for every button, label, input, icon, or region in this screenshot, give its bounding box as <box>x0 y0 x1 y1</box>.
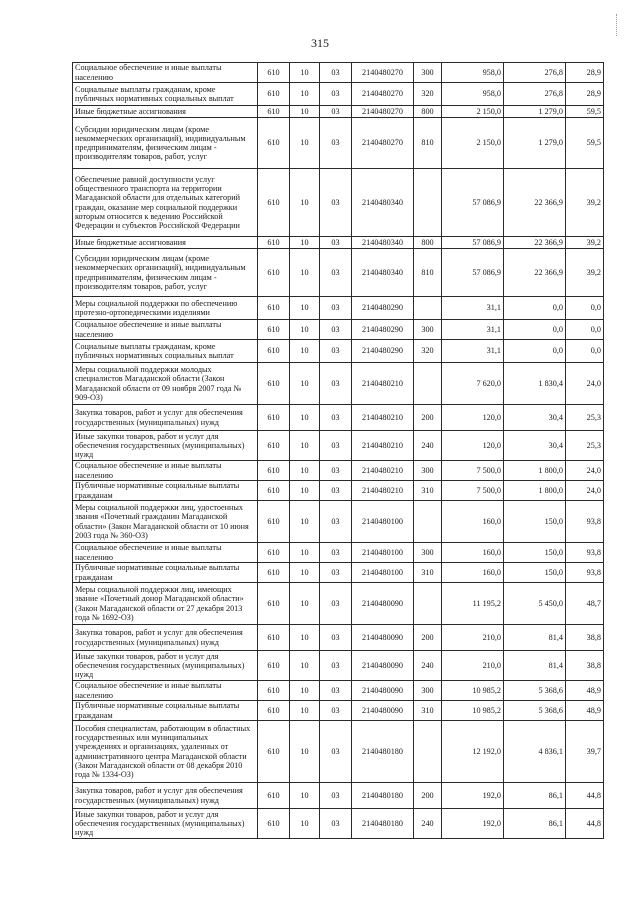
table-row <box>73 83 604 106</box>
subsection-code-cell: 03 <box>320 583 352 625</box>
subsection-code-cell: 03 <box>320 481 352 501</box>
department-code-cell: 610 <box>258 363 290 405</box>
expense-name-cell: Меры социальной поддержки лиц, удостоенных звания «Почетный гражданин Магаданской области» (Закон Магаданской области от 10 июня 2003 года № 360-ОЗ) <box>73 501 258 543</box>
section-code-cell: 10 <box>290 63 320 83</box>
target-article-code-cell: 2140480270 <box>352 63 414 83</box>
target-article-code-cell: 2140480090 <box>352 701 414 721</box>
expense-type-code-cell: 300 <box>414 63 442 83</box>
expense-type-code-cell: 310 <box>414 563 442 583</box>
executed-amount-cell: 276,8 <box>504 83 566 106</box>
department-code-cell: 610 <box>258 118 290 169</box>
table-row <box>73 501 604 543</box>
expense-name-cell: Иные бюджетные ассигнования <box>73 237 258 249</box>
expense-name-cell: Иные бюджетные ассигнования <box>73 106 258 118</box>
department-code-cell: 610 <box>258 681 290 701</box>
executed-amount-cell: 81,4 <box>504 625 566 651</box>
department-code-cell: 610 <box>258 701 290 721</box>
expense-type-code-cell: 300 <box>414 543 442 563</box>
expense-name-cell: Социальные выплаты гражданам, кроме публичных нормативных социальных выплат <box>73 340 258 363</box>
expense-type-code-cell: 320 <box>414 83 442 106</box>
planned-amount-cell: 31,1 <box>442 340 504 363</box>
execution-percent-cell: 39,2 <box>566 169 604 237</box>
target-article-code-cell: 2140480180 <box>352 783 414 809</box>
expense-type-code-cell: 810 <box>414 118 442 169</box>
section-code-cell: 10 <box>290 543 320 563</box>
section-code-cell: 10 <box>290 681 320 701</box>
planned-amount-cell: 120,0 <box>442 431 504 461</box>
execution-percent-cell: 44,8 <box>566 809 604 839</box>
target-article-code-cell: 2140480090 <box>352 651 414 681</box>
table-row <box>73 405 604 431</box>
executed-amount-cell: 1 279,0 <box>504 118 566 169</box>
execution-percent-cell: 93,8 <box>566 543 604 563</box>
subsection-code-cell: 03 <box>320 783 352 809</box>
expense-type-code-cell <box>414 721 442 783</box>
planned-amount-cell: 160,0 <box>442 501 504 543</box>
department-code-cell: 610 <box>258 340 290 363</box>
expense-name-cell: Субсидии юридическим лицам (кроме некоммерческих организаций), индивидуальным предпринимателям, физическим лицам - производителям товаров, работ, услуг <box>73 118 258 169</box>
expense-name-cell: Социальное обеспечение и иные выплаты населению <box>73 320 258 340</box>
expense-name-cell: Публичные нормативные социальные выплаты гражданам <box>73 563 258 583</box>
table-row <box>73 721 604 783</box>
table-row <box>73 363 604 405</box>
table-row <box>73 651 604 681</box>
expense-name-cell: Иные закупки товаров, работ и услуг для обеспечения государственных (муниципальных) нужд <box>73 431 258 461</box>
expense-name-cell: Закупка товаров, работ и услуг для обеспечения государственных (муниципальных) нужд <box>73 405 258 431</box>
scan-edge-mark <box>616 14 618 36</box>
planned-amount-cell: 120,0 <box>442 405 504 431</box>
table-row <box>73 237 604 249</box>
executed-amount-cell: 4 836,1 <box>504 721 566 783</box>
expense-type-code-cell: 240 <box>414 809 442 839</box>
target-article-code-cell: 2140480100 <box>352 543 414 563</box>
table-row <box>73 625 604 651</box>
table-row <box>73 481 604 501</box>
planned-amount-cell: 31,1 <box>442 320 504 340</box>
department-code-cell: 610 <box>258 461 290 481</box>
expense-name-cell: Публичные нормативные социальные выплаты гражданам <box>73 701 258 721</box>
executed-amount-cell: 150,0 <box>504 543 566 563</box>
target-article-code-cell: 2140480340 <box>352 169 414 237</box>
target-article-code-cell: 2140480090 <box>352 681 414 701</box>
subsection-code-cell: 03 <box>320 297 352 320</box>
planned-amount-cell: 31,1 <box>442 297 504 320</box>
expense-type-code-cell: 240 <box>414 431 442 461</box>
execution-percent-cell: 24,0 <box>566 481 604 501</box>
planned-amount-cell: 10 985,2 <box>442 681 504 701</box>
expense-name-cell: Меры социальной поддержки лиц, имеющих звание «Почетный донор Магаданской области» (Закон Магаданской области от 27 декабря 2013 года № 1692-ОЗ) <box>73 583 258 625</box>
expense-name-cell: Меры социальной поддержки молодых специалистов Магаданской области (Закон Магаданской области от 09 ноября 2007 года № 909-ОЗ) <box>73 363 258 405</box>
table-row <box>73 340 604 363</box>
planned-amount-cell: 7 500,0 <box>442 481 504 501</box>
department-code-cell: 610 <box>258 481 290 501</box>
table-row <box>73 118 604 169</box>
subsection-code-cell: 03 <box>320 363 352 405</box>
executed-amount-cell: 0,0 <box>504 297 566 320</box>
target-article-code-cell: 2140480270 <box>352 118 414 169</box>
section-code-cell: 10 <box>290 481 320 501</box>
subsection-code-cell: 03 <box>320 625 352 651</box>
expense-name-cell: Обеспечение равной доступности услуг общественного транспорта на территории Магаданской области для отдельных категорий граждан, оказание мер социальной поддержки которым относится к ведению Российской Федерации и субъектов Российской Федерации <box>73 169 258 237</box>
expense-name-cell: Закупка товаров, работ и услуг для обеспечения государственных (муниципальных) нужд <box>73 783 258 809</box>
execution-percent-cell: 0,0 <box>566 320 604 340</box>
expense-name-cell: Публичные нормативные социальные выплаты гражданам <box>73 481 258 501</box>
target-article-code-cell: 2140480290 <box>352 340 414 363</box>
department-code-cell: 610 <box>258 169 290 237</box>
department-code-cell: 610 <box>258 563 290 583</box>
section-code-cell: 10 <box>290 583 320 625</box>
expense-name-cell: Социальное обеспечение и иные выплаты населению <box>73 681 258 701</box>
planned-amount-cell: 160,0 <box>442 563 504 583</box>
department-code-cell: 610 <box>258 625 290 651</box>
expense-type-code-cell: 300 <box>414 320 442 340</box>
expense-type-code-cell: 320 <box>414 340 442 363</box>
executed-amount-cell: 86,1 <box>504 783 566 809</box>
execution-percent-cell: 28,9 <box>566 83 604 106</box>
department-code-cell: 610 <box>258 651 290 681</box>
execution-percent-cell: 39,2 <box>566 249 604 297</box>
table-row <box>73 543 604 563</box>
subsection-code-cell: 03 <box>320 405 352 431</box>
planned-amount-cell: 7 500,0 <box>442 461 504 481</box>
expense-type-code-cell: 300 <box>414 461 442 481</box>
expense-name-cell: Пособия специалистам, работающим в областных государственных или муниципальных учреждениях и организациях, удаленных от административного центра Магаданской области (Закон Магаданской области от 08 декабря 2010 года № 1334-ОЗ) <box>73 721 258 783</box>
subsection-code-cell: 03 <box>320 809 352 839</box>
table-row <box>73 783 604 809</box>
section-code-cell: 10 <box>290 701 320 721</box>
target-article-code-cell: 2140480290 <box>352 297 414 320</box>
department-code-cell: 610 <box>258 237 290 249</box>
planned-amount-cell: 958,0 <box>442 63 504 83</box>
table-row <box>73 63 604 83</box>
expense-name-cell: Меры социальной поддержки по обеспечению протезно-ортопедическими изделиями <box>73 297 258 320</box>
section-code-cell: 10 <box>290 721 320 783</box>
execution-percent-cell: 59,5 <box>566 106 604 118</box>
target-article-code-cell: 2140480210 <box>352 363 414 405</box>
execution-percent-cell: 39,2 <box>566 237 604 249</box>
expense-type-code-cell <box>414 363 442 405</box>
section-code-cell: 10 <box>290 405 320 431</box>
subsection-code-cell: 03 <box>320 118 352 169</box>
subsection-code-cell: 03 <box>320 563 352 583</box>
executed-amount-cell: 150,0 <box>504 501 566 543</box>
expense-type-code-cell: 310 <box>414 481 442 501</box>
target-article-code-cell: 2140480100 <box>352 501 414 543</box>
department-code-cell: 610 <box>258 297 290 320</box>
expense-type-code-cell: 800 <box>414 237 442 249</box>
department-code-cell: 610 <box>258 83 290 106</box>
budget-table-body <box>73 63 604 839</box>
execution-percent-cell: 44,8 <box>566 783 604 809</box>
planned-amount-cell: 57 086,9 <box>442 249 504 297</box>
planned-amount-cell: 11 195,2 <box>442 583 504 625</box>
table-row <box>73 106 604 118</box>
executed-amount-cell: 276,8 <box>504 63 566 83</box>
table-row <box>73 249 604 297</box>
execution-percent-cell: 48,9 <box>566 681 604 701</box>
expense-type-code-cell: 200 <box>414 625 442 651</box>
execution-percent-cell: 24,0 <box>566 461 604 481</box>
subsection-code-cell: 03 <box>320 431 352 461</box>
subsection-code-cell: 03 <box>320 651 352 681</box>
table-row <box>73 681 604 701</box>
target-article-code-cell: 2140480180 <box>352 721 414 783</box>
executed-amount-cell: 22 366,9 <box>504 237 566 249</box>
subsection-code-cell: 03 <box>320 461 352 481</box>
planned-amount-cell: 192,0 <box>442 809 504 839</box>
section-code-cell: 10 <box>290 118 320 169</box>
target-article-code-cell: 2140480210 <box>352 481 414 501</box>
subsection-code-cell: 03 <box>320 63 352 83</box>
planned-amount-cell: 57 086,9 <box>442 237 504 249</box>
executed-amount-cell: 5 368,6 <box>504 681 566 701</box>
executed-amount-cell: 81,4 <box>504 651 566 681</box>
target-article-code-cell: 2140480210 <box>352 461 414 481</box>
target-article-code-cell: 2140480210 <box>352 431 414 461</box>
expense-type-code-cell <box>414 501 442 543</box>
executed-amount-cell: 22 366,9 <box>504 169 566 237</box>
expense-name-cell: Субсидии юридическим лицам (кроме некоммерческих организаций), индивидуальным предпринимателям, физическим лицам - производителям товаров, работ, услуг <box>73 249 258 297</box>
table-row <box>73 701 604 721</box>
subsection-code-cell: 03 <box>320 681 352 701</box>
execution-percent-cell: 48,7 <box>566 583 604 625</box>
executed-amount-cell: 30,4 <box>504 405 566 431</box>
budget-table <box>72 62 604 839</box>
executed-amount-cell: 1 279,0 <box>504 106 566 118</box>
execution-percent-cell: 38,8 <box>566 625 604 651</box>
subsection-code-cell: 03 <box>320 249 352 297</box>
department-code-cell: 610 <box>258 249 290 297</box>
table-row <box>73 583 604 625</box>
section-code-cell: 10 <box>290 169 320 237</box>
executed-amount-cell: 22 366,9 <box>504 249 566 297</box>
target-article-code-cell: 2140480210 <box>352 405 414 431</box>
table-row <box>73 563 604 583</box>
section-code-cell: 10 <box>290 320 320 340</box>
department-code-cell: 610 <box>258 583 290 625</box>
executed-amount-cell: 30,4 <box>504 431 566 461</box>
executed-amount-cell: 1 830,4 <box>504 363 566 405</box>
section-code-cell: 10 <box>290 340 320 363</box>
subsection-code-cell: 03 <box>320 701 352 721</box>
execution-percent-cell: 28,9 <box>566 63 604 83</box>
target-article-code-cell: 2140480340 <box>352 237 414 249</box>
section-code-cell: 10 <box>290 106 320 118</box>
section-code-cell: 10 <box>290 249 320 297</box>
expense-name-cell: Иные закупки товаров, работ и услуг для обеспечения государственных (муниципальных) нужд <box>73 651 258 681</box>
subsection-code-cell: 03 <box>320 320 352 340</box>
expense-type-code-cell <box>414 583 442 625</box>
expense-type-code-cell: 800 <box>414 106 442 118</box>
expense-type-code-cell: 810 <box>414 249 442 297</box>
expense-name-cell: Иные закупки товаров, работ и услуг для обеспечения государственных (муниципальных) нужд <box>73 809 258 839</box>
expense-type-code-cell: 310 <box>414 701 442 721</box>
table-row <box>73 169 604 237</box>
execution-percent-cell: 39,7 <box>566 721 604 783</box>
planned-amount-cell: 2 150,0 <box>442 118 504 169</box>
planned-amount-cell: 160,0 <box>442 543 504 563</box>
executed-amount-cell: 150,0 <box>504 563 566 583</box>
section-code-cell: 10 <box>290 809 320 839</box>
table-row <box>73 320 604 340</box>
execution-percent-cell: 0,0 <box>566 297 604 320</box>
section-code-cell: 10 <box>290 237 320 249</box>
executed-amount-cell: 86,1 <box>504 809 566 839</box>
execution-percent-cell: 48,9 <box>566 701 604 721</box>
planned-amount-cell: 210,0 <box>442 651 504 681</box>
department-code-cell: 610 <box>258 431 290 461</box>
section-code-cell: 10 <box>290 563 320 583</box>
planned-amount-cell: 210,0 <box>442 625 504 651</box>
executed-amount-cell: 0,0 <box>504 320 566 340</box>
target-article-code-cell: 2140480340 <box>352 249 414 297</box>
expense-type-code-cell: 240 <box>414 651 442 681</box>
execution-percent-cell: 93,8 <box>566 501 604 543</box>
page-number: 315 <box>311 36 329 50</box>
expense-type-code-cell <box>414 169 442 237</box>
subsection-code-cell: 03 <box>320 501 352 543</box>
expense-name-cell: Социальное обеспечение и иные выплаты населению <box>73 461 258 481</box>
section-code-cell: 10 <box>290 363 320 405</box>
section-code-cell: 10 <box>290 501 320 543</box>
target-article-code-cell: 2140480090 <box>352 583 414 625</box>
expense-name-cell: Закупка товаров, работ и услуг для обеспечения государственных (муниципальных) нужд <box>73 625 258 651</box>
target-article-code-cell: 2140480270 <box>352 106 414 118</box>
execution-percent-cell: 93,8 <box>566 563 604 583</box>
subsection-code-cell: 03 <box>320 340 352 363</box>
section-code-cell: 10 <box>290 461 320 481</box>
department-code-cell: 610 <box>258 543 290 563</box>
table-row <box>73 431 604 461</box>
executed-amount-cell: 1 800,0 <box>504 481 566 501</box>
target-article-code-cell: 2140480100 <box>352 563 414 583</box>
subsection-code-cell: 03 <box>320 237 352 249</box>
expense-type-code-cell: 200 <box>414 783 442 809</box>
planned-amount-cell: 10 985,2 <box>442 701 504 721</box>
planned-amount-cell: 192,0 <box>442 783 504 809</box>
subsection-code-cell: 03 <box>320 83 352 106</box>
department-code-cell: 610 <box>258 405 290 431</box>
expense-type-code-cell: 300 <box>414 681 442 701</box>
subsection-code-cell: 03 <box>320 543 352 563</box>
department-code-cell: 610 <box>258 783 290 809</box>
table-row <box>73 809 604 839</box>
expense-type-code-cell <box>414 297 442 320</box>
subsection-code-cell: 03 <box>320 106 352 118</box>
executed-amount-cell: 5 368,6 <box>504 701 566 721</box>
execution-percent-cell: 59,5 <box>566 118 604 169</box>
section-code-cell: 10 <box>290 783 320 809</box>
target-article-code-cell: 2140480180 <box>352 809 414 839</box>
execution-percent-cell: 0,0 <box>566 340 604 363</box>
execution-percent-cell: 25,3 <box>566 405 604 431</box>
section-code-cell: 10 <box>290 83 320 106</box>
table-row <box>73 461 604 481</box>
table-row <box>73 297 604 320</box>
execution-percent-cell: 25,3 <box>566 431 604 461</box>
target-article-code-cell: 2140480270 <box>352 83 414 106</box>
expense-type-code-cell: 200 <box>414 405 442 431</box>
department-code-cell: 610 <box>258 721 290 783</box>
department-code-cell: 610 <box>258 106 290 118</box>
expense-name-cell: Социальное обеспечение и иные выплаты населению <box>73 63 258 83</box>
target-article-code-cell: 2140480290 <box>352 320 414 340</box>
section-code-cell: 10 <box>290 651 320 681</box>
planned-amount-cell: 57 086,9 <box>442 169 504 237</box>
target-article-code-cell: 2140480090 <box>352 625 414 651</box>
planned-amount-cell: 958,0 <box>442 83 504 106</box>
department-code-cell: 610 <box>258 320 290 340</box>
subsection-code-cell: 03 <box>320 169 352 237</box>
department-code-cell: 610 <box>258 501 290 543</box>
planned-amount-cell: 2 150,0 <box>442 106 504 118</box>
section-code-cell: 10 <box>290 431 320 461</box>
planned-amount-cell: 7 620,0 <box>442 363 504 405</box>
department-code-cell: 610 <box>258 809 290 839</box>
section-code-cell: 10 <box>290 297 320 320</box>
subsection-code-cell: 03 <box>320 721 352 783</box>
executed-amount-cell: 1 800,0 <box>504 461 566 481</box>
planned-amount-cell: 12 192,0 <box>442 721 504 783</box>
execution-percent-cell: 24,0 <box>566 363 604 405</box>
execution-percent-cell: 38,8 <box>566 651 604 681</box>
section-code-cell: 10 <box>290 625 320 651</box>
department-code-cell: 610 <box>258 63 290 83</box>
executed-amount-cell: 5 450,0 <box>504 583 566 625</box>
expense-name-cell: Социальные выплаты гражданам, кроме публичных нормативных социальных выплат <box>73 83 258 106</box>
expense-name-cell: Социальное обеспечение и иные выплаты населению <box>73 543 258 563</box>
executed-amount-cell: 0,0 <box>504 340 566 363</box>
